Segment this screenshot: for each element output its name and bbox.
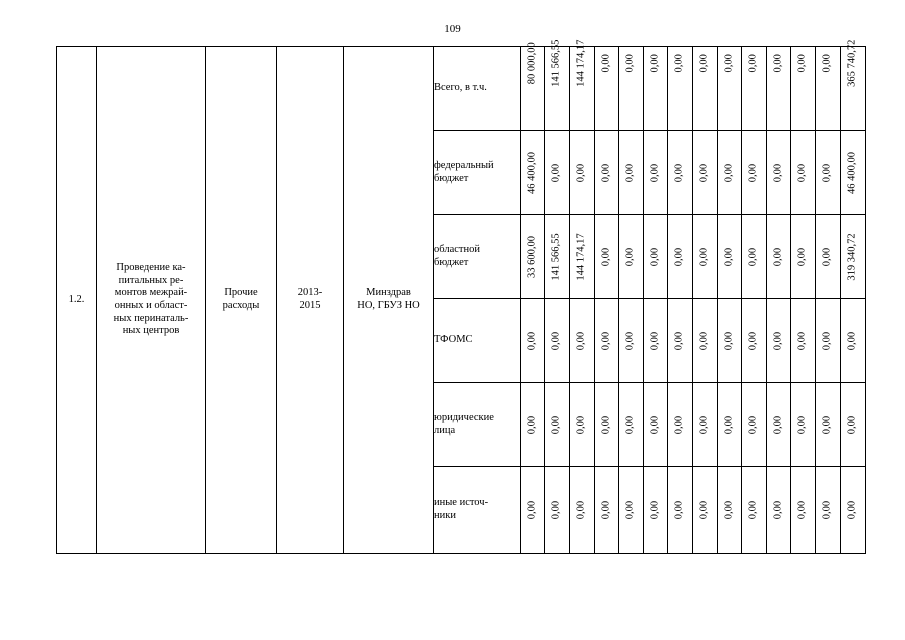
- amount-cell: [619, 299, 644, 383]
- amount-value: 0,00: [796, 163, 808, 182]
- amount-cell: [570, 39, 595, 131]
- amount-cell: [668, 215, 693, 299]
- amount-value: 0,00: [796, 54, 808, 73]
- amount-cell: [644, 215, 668, 299]
- amount-value: 0,00: [846, 331, 858, 350]
- amount-cell: [570, 299, 595, 383]
- row-number: 1.2.: [57, 47, 97, 554]
- amount-value: 0,00: [624, 54, 636, 73]
- amount-cell: [841, 39, 866, 131]
- amount-cell: [718, 215, 742, 299]
- funding-source-label: областной бюджет: [434, 215, 521, 299]
- amount-cell: [816, 467, 841, 554]
- amount-value: 0,00: [796, 331, 808, 350]
- amount-value: 0,00: [772, 54, 784, 73]
- amount-value: 0,00: [624, 500, 636, 520]
- amount-cell: [841, 299, 866, 383]
- amount-value: 0,00: [600, 163, 612, 182]
- amount-cell: [545, 383, 570, 467]
- amount-cell: [570, 215, 595, 299]
- amount-value: 141 566,55: [550, 39, 562, 87]
- amount-value: 0,00: [723, 163, 735, 182]
- amount-value: 46 400,00: [526, 151, 538, 194]
- amount-cell: [595, 131, 619, 215]
- budget-table: [56, 39, 866, 554]
- amount-cell: [693, 383, 718, 467]
- amount-value: 0,00: [698, 331, 710, 350]
- amount-cell: [693, 467, 718, 554]
- amount-value: 0,00: [649, 331, 661, 350]
- amount-cell: [816, 215, 841, 299]
- amount-value: 0,00: [526, 331, 538, 350]
- funding-source-label: ТФОМС: [434, 299, 521, 383]
- amount-value: 0,00: [821, 415, 833, 434]
- amount-cell: [791, 299, 816, 383]
- amount-cell: [742, 467, 767, 554]
- amount-value: 0,00: [772, 415, 784, 434]
- page-number: 109: [444, 23, 461, 35]
- amount-cell: [644, 299, 668, 383]
- amount-cell: [718, 299, 742, 383]
- amount-cell: [570, 467, 595, 554]
- amount-cell: [791, 467, 816, 554]
- amount-cell: [816, 47, 841, 131]
- amount-cell: [644, 467, 668, 554]
- amount-cell: [693, 299, 718, 383]
- amount-cell: [816, 131, 841, 215]
- amount-value: 0,00: [747, 163, 759, 182]
- amount-cell: [742, 131, 767, 215]
- amount-cell: [718, 467, 742, 554]
- amount-cell: [668, 467, 693, 554]
- amount-cell: [545, 467, 570, 554]
- amount-cell: [521, 299, 545, 383]
- amount-value: 0,00: [600, 54, 612, 73]
- amount-value: 0,00: [698, 247, 710, 266]
- amount-value: 0,00: [649, 54, 661, 73]
- amount-cell: [791, 131, 816, 215]
- amount-value: 0,00: [600, 415, 612, 434]
- amount-value: 0,00: [673, 331, 685, 350]
- amount-value: 141 566,55: [550, 232, 562, 281]
- amount-value: 0,00: [846, 500, 858, 520]
- amount-cell: [718, 383, 742, 467]
- measure-name: Проведение ка- питальных ре- монтов межрай- онных и област- ных перинаталь- ных центров: [97, 47, 206, 554]
- amount-cell: [521, 383, 545, 467]
- amount-cell: [816, 299, 841, 383]
- amount-cell: [545, 39, 570, 131]
- amount-value: 0,00: [723, 500, 735, 520]
- amount-cell: [742, 47, 767, 131]
- amount-cell: [693, 131, 718, 215]
- amount-value: 46 400,00: [846, 151, 858, 194]
- amount-value: 0,00: [624, 331, 636, 350]
- amount-value: 0,00: [772, 163, 784, 182]
- amount-value: 0,00: [772, 247, 784, 266]
- amount-value: 0,00: [723, 415, 735, 434]
- amount-value: 0,00: [772, 331, 784, 350]
- amount-cell: [619, 47, 644, 131]
- amount-value: 0,00: [673, 54, 685, 73]
- amount-value: 0,00: [772, 500, 784, 520]
- funding-source-label: Всего, в т.ч.: [434, 47, 521, 131]
- amount-cell: [668, 383, 693, 467]
- amount-cell: [841, 215, 866, 299]
- amount-cell: [595, 299, 619, 383]
- amount-cell: [644, 47, 668, 131]
- amount-cell: [644, 131, 668, 215]
- amount-value: 0,00: [698, 163, 710, 182]
- amount-cell: [693, 215, 718, 299]
- amount-value: 0,00: [796, 247, 808, 266]
- amount-cell: [767, 383, 791, 467]
- amount-value: 0,00: [649, 500, 661, 520]
- amount-value: 0,00: [575, 331, 587, 350]
- amount-value: 0,00: [723, 331, 735, 350]
- amount-cell: [791, 383, 816, 467]
- amount-cell: [570, 383, 595, 467]
- amount-cell: [742, 215, 767, 299]
- amount-value: 0,00: [600, 247, 612, 266]
- amount-value: 0,00: [600, 331, 612, 350]
- amount-cell: [668, 299, 693, 383]
- amount-cell: [841, 467, 866, 554]
- funding-source-label: иные источ- ники: [434, 467, 521, 554]
- amount-value: 0,00: [649, 247, 661, 266]
- amount-cell: [816, 383, 841, 467]
- amount-cell: [841, 131, 866, 215]
- amount-value: 144 174,17: [575, 232, 587, 281]
- amount-value: 0,00: [796, 415, 808, 434]
- amount-cell: [718, 131, 742, 215]
- amount-cell: [791, 47, 816, 131]
- amount-value: 0,00: [747, 331, 759, 350]
- amount-value: 0,00: [550, 163, 562, 182]
- amount-value: 144 174,17: [575, 39, 587, 87]
- funding-source-label: федеральный бюджет: [434, 131, 521, 215]
- amount-value: 0,00: [821, 54, 833, 73]
- amount-cell: [619, 215, 644, 299]
- amount-cell: [767, 131, 791, 215]
- amount-cell: [841, 383, 866, 467]
- amount-value: 0,00: [796, 500, 808, 520]
- amount-value: 0,00: [821, 331, 833, 350]
- amount-value: 0,00: [673, 500, 685, 520]
- amount-cell: [668, 131, 693, 215]
- source-row: [57, 47, 866, 131]
- amount-value: 33 600,00: [526, 235, 538, 278]
- amount-value: 0,00: [673, 415, 685, 434]
- amount-cell: [545, 215, 570, 299]
- amount-cell: [619, 467, 644, 554]
- amount-value: 0,00: [821, 247, 833, 266]
- amount-cell: [595, 47, 619, 131]
- amount-value: 0,00: [747, 247, 759, 266]
- amount-cell: [595, 467, 619, 554]
- amount-value: 0,00: [747, 54, 759, 73]
- amount-value: 0,00: [526, 415, 538, 434]
- amount-cell: [742, 383, 767, 467]
- amount-value: 0,00: [624, 247, 636, 266]
- period: 2013- 2015: [277, 47, 344, 554]
- amount-value: 0,00: [575, 500, 587, 520]
- amount-value: 0,00: [673, 247, 685, 266]
- amount-cell: [767, 47, 791, 131]
- amount-cell: [668, 47, 693, 131]
- amount-value: 0,00: [673, 163, 685, 182]
- amount-value: 0,00: [698, 54, 710, 73]
- amount-cell: [619, 383, 644, 467]
- amount-cell: [595, 215, 619, 299]
- executor: Минздрав НО, ГБУЗ НО: [344, 47, 434, 554]
- amount-value: 0,00: [550, 500, 562, 520]
- amount-value: 0,00: [575, 415, 587, 434]
- amount-cell: [521, 42, 545, 131]
- amount-value: 80 000,00: [526, 42, 538, 85]
- amount-cell: [742, 299, 767, 383]
- amount-value: 0,00: [723, 54, 735, 73]
- amount-cell: [595, 383, 619, 467]
- amount-value: 0,00: [575, 163, 587, 182]
- amount-value: 0,00: [747, 500, 759, 520]
- amount-value: 0,00: [624, 163, 636, 182]
- funding-source-label: юридические лица: [434, 383, 521, 467]
- amount-cell: [718, 47, 742, 131]
- amount-cell: [644, 383, 668, 467]
- amount-value: 0,00: [846, 415, 858, 434]
- amount-cell: [693, 47, 718, 131]
- amount-value: 319 340,72: [846, 232, 858, 281]
- amount-value: 0,00: [698, 415, 710, 434]
- amount-value: 0,00: [600, 500, 612, 520]
- amount-cell: [545, 299, 570, 383]
- amount-cell: [767, 299, 791, 383]
- amount-cell: [767, 467, 791, 554]
- amount-value: 365 740,72: [846, 39, 858, 87]
- amount-cell: [791, 215, 816, 299]
- amount-value: 0,00: [723, 247, 735, 266]
- amount-cell: [521, 215, 545, 299]
- amount-value: 0,00: [747, 415, 759, 434]
- amount-cell: [570, 131, 595, 215]
- amount-value: 0,00: [821, 500, 833, 520]
- amount-cell: [545, 131, 570, 215]
- amount-cell: [521, 467, 545, 554]
- amount-cell: [767, 215, 791, 299]
- amount-cell: [521, 131, 545, 215]
- amount-value: 0,00: [550, 331, 562, 350]
- expense-type: Прочие расходы: [206, 47, 277, 554]
- amount-value: 0,00: [649, 415, 661, 434]
- amount-value: 0,00: [526, 500, 538, 520]
- amount-value: 0,00: [821, 163, 833, 182]
- amount-value: 0,00: [649, 163, 661, 182]
- amount-value: 0,00: [550, 415, 562, 434]
- amount-value: 0,00: [698, 500, 710, 520]
- amount-value: 0,00: [624, 415, 636, 434]
- amount-cell: [619, 131, 644, 215]
